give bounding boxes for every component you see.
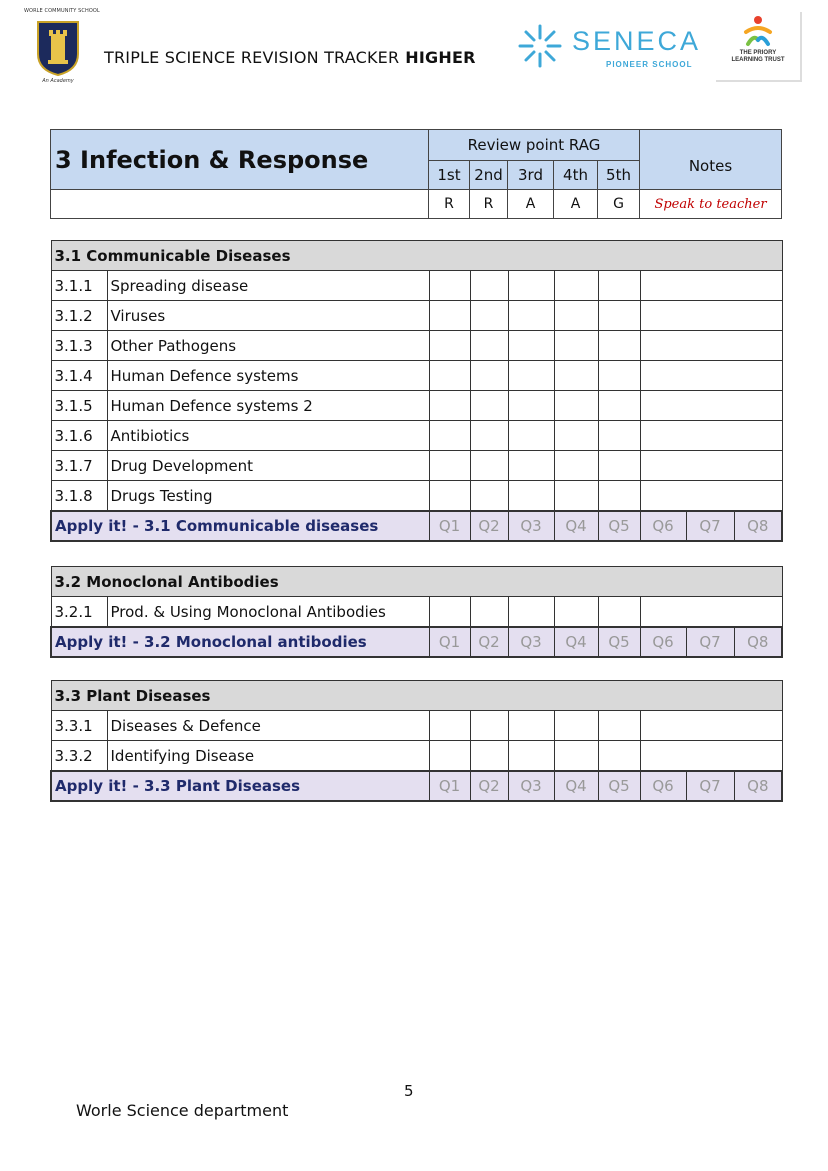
question-cell-q7[interactable]: Q7: [686, 511, 734, 541]
table-row: [51, 741, 782, 772]
rag-cell-2[interactable]: [470, 271, 508, 301]
rag-cell-5[interactable]: [598, 361, 640, 391]
question-cell-q6[interactable]: Q6: [640, 511, 686, 541]
section-title: 3.1 Communicable Diseases: [51, 241, 782, 271]
school-tagline: An Academy: [42, 78, 74, 84]
topic-name: Viruses: [107, 301, 429, 331]
rag-cell-4[interactable]: [554, 711, 598, 741]
key-value-4: A: [554, 190, 598, 219]
topic-name: Prod. & Using Monoclonal Antibodies: [107, 597, 429, 628]
rag-cell-1[interactable]: [429, 391, 470, 421]
notes-cell[interactable]: [640, 481, 782, 512]
table-row: [51, 711, 782, 741]
review-point-label: Review point RAG: [429, 130, 640, 161]
rag-cell-2[interactable]: [470, 361, 508, 391]
rag-cell-3[interactable]: [508, 391, 554, 421]
topic-name: Diseases & Defence: [107, 711, 429, 741]
rag-cell-1[interactable]: [429, 271, 470, 301]
rag-cell-2[interactable]: [470, 481, 508, 512]
question-cell-q1[interactable]: Q1: [429, 771, 470, 801]
section-table: [50, 680, 783, 802]
notes-label: Notes: [640, 130, 782, 190]
footer-department: Worle Science department: [76, 1101, 289, 1120]
rag-cell-4[interactable]: [554, 301, 598, 331]
rag-cell-5[interactable]: [598, 481, 640, 512]
rag-cell-4[interactable]: [554, 331, 598, 361]
question-cell-q1[interactable]: Q1: [429, 511, 470, 541]
question-cell-q5[interactable]: Q5: [598, 511, 640, 541]
question-cell-q2[interactable]: Q2: [470, 511, 508, 541]
rag-cell-4[interactable]: [554, 451, 598, 481]
topic-code: 3.2.1: [51, 597, 107, 628]
tier-label: HIGHER: [405, 48, 476, 67]
key-value-5: G: [598, 190, 640, 219]
page-header-title: [104, 48, 476, 67]
rag-cell-2[interactable]: [470, 331, 508, 361]
rag-cell-4[interactable]: [554, 361, 598, 391]
priory-name: [716, 50, 800, 64]
question-cell-q2[interactable]: Q2: [470, 627, 508, 657]
review-point-5: 5th: [598, 161, 640, 190]
apply-it-label: Apply it! - 3.3 Plant Diseases: [51, 771, 429, 801]
rag-cell-4[interactable]: [554, 271, 598, 301]
school-logo: [24, 8, 100, 84]
rag-cell-1[interactable]: [429, 331, 470, 361]
rag-cell-2[interactable]: [470, 451, 508, 481]
rag-cell-5[interactable]: [598, 711, 640, 741]
review-point-1: 1st: [429, 161, 470, 190]
rag-cell-5[interactable]: [598, 421, 640, 451]
question-cell-q4[interactable]: Q4: [554, 771, 598, 801]
rag-cell-3[interactable]: [508, 361, 554, 391]
topic-name: Antibiotics: [107, 421, 429, 451]
apply-it-label: Apply it! - 3.2 Monoclonal antibodies: [51, 627, 429, 657]
rag-cell-1[interactable]: [429, 741, 470, 772]
rag-cell-1[interactable]: [429, 361, 470, 391]
table-row: [51, 451, 782, 481]
rag-cell-2[interactable]: [470, 741, 508, 772]
question-cell-q4[interactable]: Q4: [554, 511, 598, 541]
seneca-logo: [516, 22, 702, 74]
notes-cell[interactable]: [640, 391, 782, 421]
rag-cell-3[interactable]: [508, 481, 554, 512]
rag-cell-4[interactable]: [554, 741, 598, 772]
question-cell-q3[interactable]: Q3: [508, 627, 554, 657]
rag-cell-3[interactable]: [508, 301, 554, 331]
key-blank-cell: [51, 190, 429, 219]
table-row: [51, 421, 782, 451]
priory-figures-icon: [740, 14, 776, 48]
topic-code: 3.1.8: [51, 481, 107, 512]
apply-it-label: Apply it! - 3.1 Communicable diseases: [51, 511, 429, 541]
rag-cell-3[interactable]: [508, 421, 554, 451]
key-note: Speak to teacher: [640, 190, 782, 219]
rag-cell-3[interactable]: [508, 271, 554, 301]
notes-cell[interactable]: [640, 361, 782, 391]
topic-code: 3.1.3: [51, 331, 107, 361]
question-cell-q8[interactable]: Q8: [734, 771, 782, 801]
table-row: [51, 361, 782, 391]
notes-cell[interactable]: [640, 301, 782, 331]
question-cell-q8[interactable]: Q8: [734, 511, 782, 541]
apply-it-row: [51, 627, 782, 657]
section-title: 3.2 Monoclonal Antibodies: [51, 567, 782, 597]
rag-cell-3[interactable]: [508, 741, 554, 772]
rag-cell-3[interactable]: [508, 597, 554, 628]
rag-cell-3[interactable]: [508, 451, 554, 481]
question-cell-q7[interactable]: Q7: [686, 627, 734, 657]
notes-cell[interactable]: [640, 331, 782, 361]
section-title: 3.3 Plant Diseases: [51, 681, 782, 711]
rag-cell-3[interactable]: [508, 331, 554, 361]
rag-cell-5[interactable]: [598, 391, 640, 421]
review-point-2: 2nd: [470, 161, 508, 190]
question-cell-q4[interactable]: Q4: [554, 627, 598, 657]
section-table: [50, 240, 783, 542]
rag-cell-1[interactable]: [429, 597, 470, 628]
priory-line2: LEARNING TRUST: [731, 57, 785, 63]
priory-line1: THE PRIORY: [739, 50, 777, 56]
topic-name: Drugs Testing: [107, 481, 429, 512]
question-cell-q3[interactable]: Q3: [508, 511, 554, 541]
seneca-name: SENECA: [572, 26, 702, 56]
notes-cell[interactable]: [640, 711, 782, 741]
review-point-3: 3rd: [508, 161, 554, 190]
topic-header-table: [50, 129, 782, 219]
notes-cell[interactable]: [640, 597, 782, 628]
key-value-1: R: [429, 190, 470, 219]
question-cell-q6[interactable]: Q6: [640, 627, 686, 657]
question-cell-q3[interactable]: Q3: [508, 771, 554, 801]
topic-name: Spreading disease: [107, 271, 429, 301]
rag-cell-2[interactable]: [470, 421, 508, 451]
topic-code: 3.3.1: [51, 711, 107, 741]
rag-cell-4[interactable]: [554, 597, 598, 628]
rag-cell-2[interactable]: [470, 597, 508, 628]
rag-cell-2[interactable]: [470, 711, 508, 741]
rag-cell-4[interactable]: [554, 481, 598, 512]
rag-cell-4[interactable]: [554, 421, 598, 451]
topic-code: 3.1.2: [51, 301, 107, 331]
table-row: [51, 301, 782, 331]
question-cell-q7[interactable]: Q7: [686, 771, 734, 801]
question-cell-q8[interactable]: Q8: [734, 627, 782, 657]
seneca-burst-icon: [516, 22, 564, 70]
tracker-title: TRIPLE SCIENCE REVISION TRACKER: [104, 48, 400, 67]
rag-cell-5[interactable]: [598, 271, 640, 301]
rag-cell-5[interactable]: [598, 331, 640, 361]
key-value-2: R: [470, 190, 508, 219]
topic-name: Identifying Disease: [107, 741, 429, 772]
topic-name: Other Pathogens: [107, 331, 429, 361]
topic-code: 3.3.2: [51, 741, 107, 772]
rag-cell-1[interactable]: [429, 481, 470, 512]
table-row: [51, 597, 782, 628]
review-point-4: 4th: [554, 161, 598, 190]
rag-cell-2[interactable]: [470, 391, 508, 421]
topic-name: Human Defence systems 2: [107, 391, 429, 421]
rag-cell-5[interactable]: [598, 301, 640, 331]
topic-code: 3.1.7: [51, 451, 107, 481]
rag-cell-3[interactable]: [508, 711, 554, 741]
notes-cell[interactable]: [640, 741, 782, 772]
question-cell-q2[interactable]: Q2: [470, 771, 508, 801]
topic-code: 3.1.6: [51, 421, 107, 451]
rag-cell-5[interactable]: [598, 451, 640, 481]
apply-it-row: [51, 771, 782, 801]
notes-cell[interactable]: [640, 451, 782, 481]
section-table: [50, 566, 783, 658]
rag-cell-5[interactable]: [598, 741, 640, 772]
school-crest-icon: [36, 20, 80, 76]
question-cell-q6[interactable]: Q6: [640, 771, 686, 801]
rag-cell-4[interactable]: [554, 391, 598, 421]
table-row: [51, 391, 782, 421]
topic-code: 3.1.4: [51, 361, 107, 391]
school-name-small: WORLE COMMUNITY SCHOOL: [24, 8, 100, 14]
topic-title: 3 Infection & Response: [51, 130, 429, 190]
notes-cell[interactable]: [640, 271, 782, 301]
topic-name: Human Defence systems: [107, 361, 429, 391]
rag-cell-5[interactable]: [598, 597, 640, 628]
key-value-3: A: [508, 190, 554, 219]
rag-cell-1[interactable]: [429, 711, 470, 741]
question-cell-q5[interactable]: Q5: [598, 627, 640, 657]
page-number: 5: [404, 1082, 414, 1100]
rag-cell-1[interactable]: [429, 301, 470, 331]
table-row: [51, 481, 782, 512]
question-cell-q5[interactable]: Q5: [598, 771, 640, 801]
topic-code: 3.1.1: [51, 271, 107, 301]
priory-logo: [716, 12, 802, 82]
topic-name: Drug Development: [107, 451, 429, 481]
table-row: [51, 331, 782, 361]
rag-cell-2[interactable]: [470, 301, 508, 331]
apply-it-row: [51, 511, 782, 541]
rag-cell-1[interactable]: [429, 421, 470, 451]
topic-code: 3.1.5: [51, 391, 107, 421]
table-row: [51, 271, 782, 301]
seneca-subtitle: PIONEER SCHOOL: [606, 60, 693, 69]
notes-cell[interactable]: [640, 421, 782, 451]
question-cell-q1[interactable]: Q1: [429, 627, 470, 657]
rag-cell-1[interactable]: [429, 451, 470, 481]
